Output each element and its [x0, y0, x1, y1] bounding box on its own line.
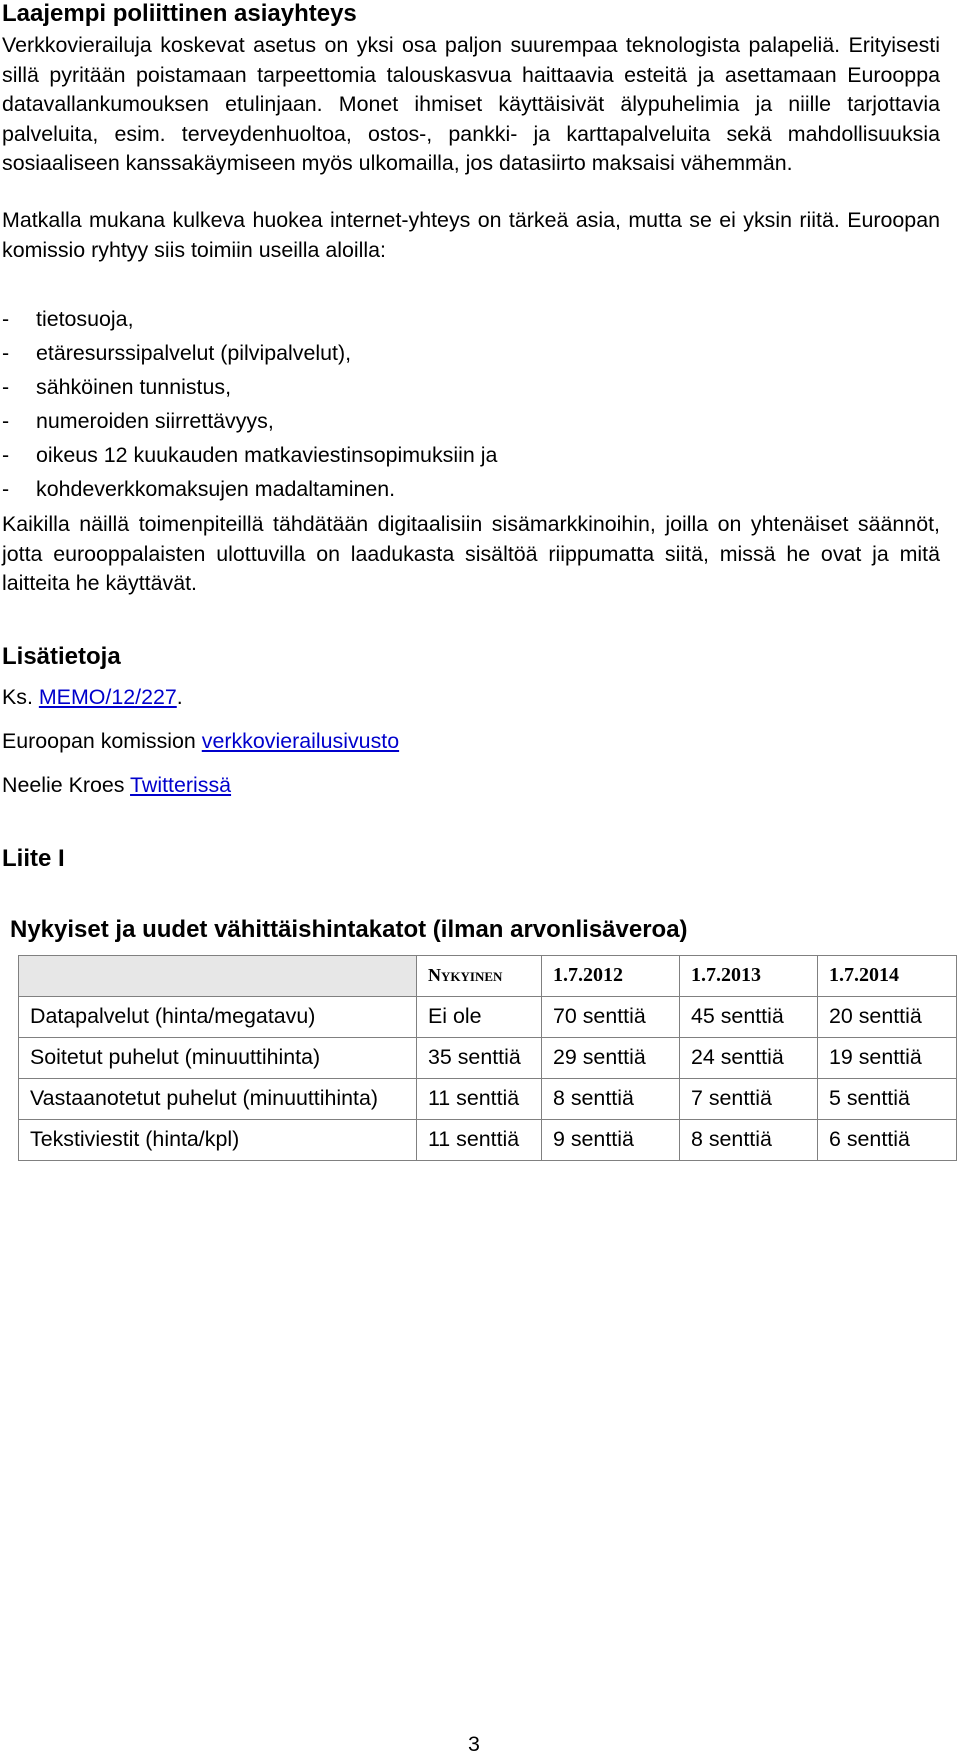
more-info-heading: Lisätietoja — [2, 643, 121, 670]
header-cell-2014: 1.7.2014 — [818, 956, 957, 997]
list-item: - kohdeverkkomaksujen madaltaminen. — [2, 477, 396, 501]
table-row — [19, 1079, 957, 1120]
memo-link[interactable]: MEMO/12/227 — [38, 685, 177, 709]
table-row — [19, 997, 957, 1038]
memo-reference-line: Ks. MEMO/12/227. — [2, 685, 183, 709]
annex-heading: Liite I — [2, 845, 65, 872]
table-cell: 19 senttiä — [818, 1038, 957, 1079]
list-item: - oikeus 12 kuukauden matkaviestinsopimuksiin ja — [2, 443, 498, 467]
table-cell: 45 senttiä — [680, 997, 818, 1038]
table-cell: 7 senttiä — [680, 1079, 818, 1120]
table-cell: 29 senttiä — [542, 1038, 680, 1079]
table-header-row — [19, 956, 957, 997]
paragraph-digital-single-market: Kaikilla näillä toimenpiteillä tähdätään digitaalisiin sisämarkkinoihin, joilla on yhtenäiset säännöt, jotta eurooppalaisten ulottuvilla on laadukasta sisältöä riippumatta siitä, missä he ovat ja mitä laitteita he käyttävät. — [2, 512, 940, 595]
roaming-website-link[interactable]: verkkovierailusivusto — [201, 729, 400, 753]
table-row — [19, 1038, 957, 1079]
row-label: Soitetut puhelut (minuuttihinta) — [19, 1038, 417, 1079]
commission-roaming-line: Euroopan komission verkkovierailusivusto — [2, 729, 400, 753]
table-cell: 70 senttiä — [542, 997, 680, 1038]
table-cell: 20 senttiä — [818, 997, 957, 1038]
kroes-twitter-line: Neelie Kroes Twitterissä — [2, 773, 232, 797]
list-item: - tietosuoja, — [2, 307, 134, 331]
header-cell-current: Nykyinen — [417, 956, 542, 997]
section-heading: Laajempi poliittinen asiayhteys — [2, 0, 357, 27]
header-cell-empty — [19, 956, 417, 997]
list-item: - numeroiden siirrettävyys, — [2, 409, 274, 433]
price-caps-table — [18, 955, 957, 1161]
table-cell: 11 senttiä — [417, 1120, 542, 1161]
table-cell: 5 senttiä — [818, 1079, 957, 1120]
table-cell: 6 senttiä — [818, 1120, 957, 1161]
row-label: Tekstiviestit (hinta/kpl) — [19, 1120, 417, 1161]
paragraph-internet-access: Matkalla mukana kulkeva huokea internet-yhteys on tärkeä asia, mutta se ei yksin riitä. Euroopan komissio ryhtyy siis toimiin useilla aloilla: — [2, 208, 940, 262]
table-row — [19, 1120, 957, 1161]
page-number: 3 — [468, 1732, 480, 1756]
table-cell: Ei ole — [417, 997, 542, 1038]
table-cell: 8 senttiä — [680, 1120, 818, 1161]
table-cell: 8 senttiä — [542, 1079, 680, 1120]
header-cell-2012: 1.7.2012 — [542, 956, 680, 997]
measures-list — [2, 302, 497, 506]
twitter-link[interactable]: Twitterissä — [130, 773, 232, 797]
table-cell: 9 senttiä — [542, 1120, 680, 1161]
table-title: Nykyiset ja uudet vähittäishintakatot (ilman arvonlisäveroa) — [10, 916, 688, 943]
header-cell-2013: 1.7.2013 — [680, 956, 818, 997]
table-cell: 24 senttiä — [680, 1038, 818, 1079]
list-item: - etäresurssipalvelut (pilvipalvelut), — [2, 341, 352, 365]
table-cell: 35 senttiä — [417, 1038, 542, 1079]
row-label: Datapalvelut (hinta/megatavu) — [19, 997, 417, 1038]
table-cell: 11 senttiä — [417, 1079, 542, 1120]
list-item: - sähköinen tunnistus, — [2, 375, 232, 399]
row-label: Vastaanotetut puhelut (minuuttihinta) — [19, 1079, 417, 1120]
paragraph-policy-context: Verkkovierailuja koskevat asetus on yksi osa paljon suurempaa teknologista palapeliä. Erityisesti sillä pyritään poistamaan tarpeettomia talouskasvua haittaavia esteitä ja asettamaan Eurooppa datavallankumouksen etulinjaan. Monet ihmiset käyttäisivät älypuhelimia ja niille tarjottavia palveluita, esim. terveydenhuoltoa, ostos-, pankki- ja karttapalveluita sekä mahdollisuuksia sosiaaliseen kanssakäymiseen myös ulkomailla, jos datasiirto maksaisi vähemmän. — [2, 33, 940, 175]
